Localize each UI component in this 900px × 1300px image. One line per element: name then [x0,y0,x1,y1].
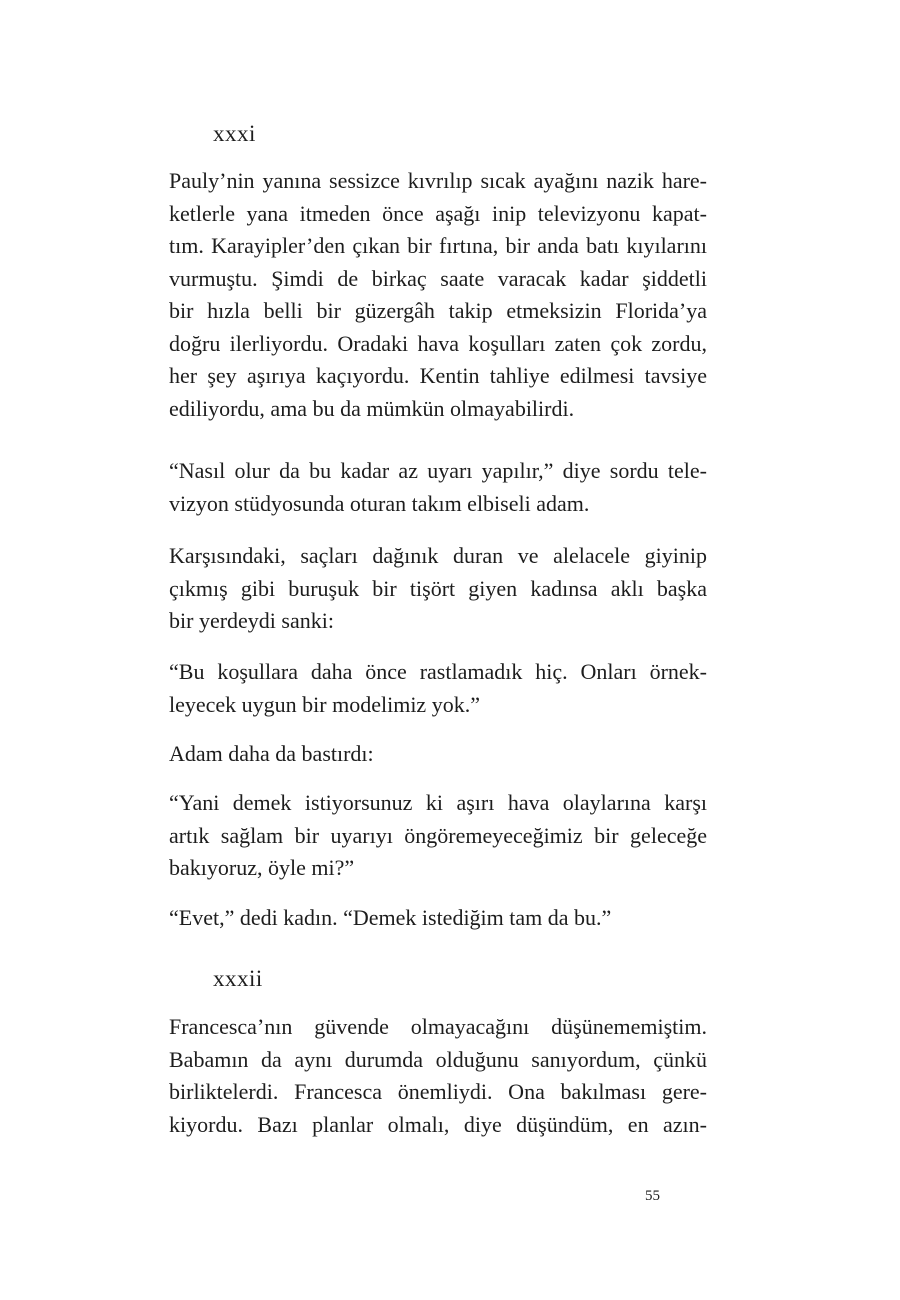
text-line: “Bu koşullara daha önce rastlamadık hiç. Onları örnek- [169,659,707,684]
paragraph [169,540,707,638]
page-number: 55 [645,1188,660,1204]
paragraph [169,455,707,520]
paragraph [169,656,707,721]
text-line: tım. Karayipler’den çıkan bir fırtına, bir anda batı kıyılarını [169,233,707,258]
text-line: “Nasıl olur da bu kadar az uyarı yapılır,” diye sordu tele- [169,458,707,483]
text-line: çıkmış gibi buruşuk bir tişört giyen kadınsa aklı başka [169,575,707,601]
text-line: Adam daha da bastırdı: [169,741,374,766]
text-line: “Evet,” dedi kadın. “Demek istediğim tam da bu.” [169,905,612,930]
text-line: her şey aşırıya kaçıyordu. Kentin tahliye edilmesi tavsiye [169,363,707,388]
paragraph [169,787,707,885]
text-line: Francesca’nın güvende olmayacağını düşünememiştim. [169,1014,707,1039]
text-line: ediliyordu, ama bu da mümkün olmayabilirdi. [169,395,575,421]
paragraph [169,1011,707,1141]
text-line: doğru ilerliyordu. Oradaki hava koşulları zaten çok zordu, [169,330,707,356]
text-line: vurmuştu. Şimdi de birkaç saate varacak kadar şiddetli [169,265,707,291]
section-heading-xxxii: xxxii [213,966,263,991]
text-line: vizyon stüdyosunda oturan takım elbiseli adam. [169,490,590,516]
text-line: birliktelerdi. Francesca önemliydi. Ona bakılması gere- [169,1079,707,1104]
paragraph [169,165,707,425]
section-heading-xxxi: xxxi [213,121,256,146]
text-line: ketlerle yana itmeden önce aşağı inip televizyonu kapat- [169,200,707,226]
text-line: leyecek uygun bir modelimiz yok.” [169,691,480,717]
text-line: Babamın da aynı durumda olduğunu sanıyordum, çünkü [169,1046,707,1072]
text-line: bakıyoruz, öyle mi?” [169,855,355,880]
text-line: bir hızla belli bir güzergâh takip etmeksizin Florida’ya [169,298,707,323]
text-line: artık sağlam bir uyarıyı öngöremeyeceğimiz bir geleceğe [169,822,707,848]
text-line: Karşısındaki, saçları dağınık duran ve alelacele giyinip [169,543,707,568]
text-line: bir yerdeydi sanki: [169,608,334,633]
text-line: “Yani demek istiyorsunuz ki aşırı hava olaylarına karşı [169,790,707,815]
paragraph [169,738,707,771]
paragraph [169,902,707,935]
text-line: kiyordu. Bazı planlar olmalı, diye düşündüm, en azın- [169,1111,707,1137]
text-line: Pauly’nin yanına sessizce kıvrılıp sıcak ayağını nazik hare- [169,168,707,193]
